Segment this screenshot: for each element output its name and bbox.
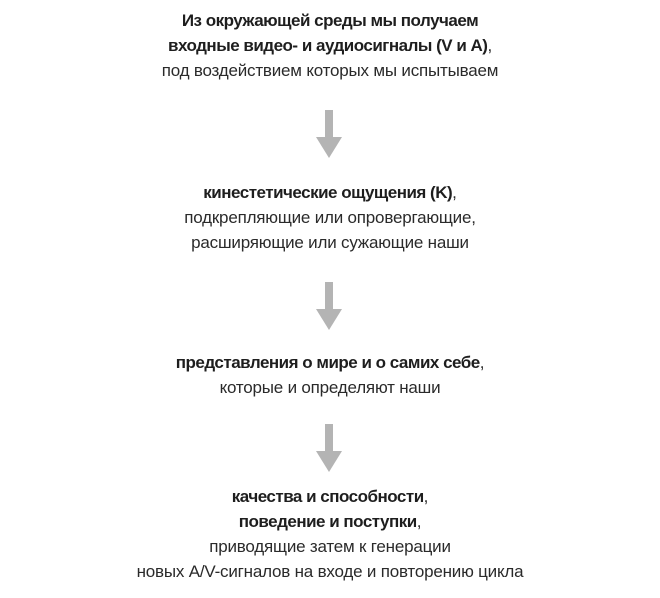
step-line [0,205,660,230]
normal-text: расширяющие или сужающие наши [191,233,469,252]
step-input-signals [0,8,660,83]
bold-text: кинестетические ощущения (K) [203,183,453,202]
step-behavior [0,484,660,584]
normal-text: , [423,487,429,506]
normal-text: , [487,36,492,55]
normal-text: под воздействием которых мы испытываем [161,61,499,80]
normal-text: , [452,183,457,202]
bold-text: поведение и поступки [238,512,417,531]
normal-text: , [416,512,422,531]
step-line [0,509,660,534]
step-line [0,375,660,400]
step-line [0,180,660,205]
step-line [0,8,660,33]
normal-text: , [479,353,485,372]
bold-text: представления о мире и о самих себе [175,353,480,372]
down-arrow-icon [316,110,342,158]
bold-text: входные видео- и аудиосигналы (V и A) [168,36,488,55]
step-line [0,534,660,559]
step-line [0,484,660,509]
step-line [0,230,660,255]
step-line [0,559,660,584]
step-line [0,33,660,58]
down-arrow-icon [316,282,342,330]
bold-text: качества и способности [231,487,424,506]
normal-text: новых A/V-сигналов на входе и повторению цикла [136,562,524,581]
normal-text: которые и определяют наши [219,378,441,397]
normal-text: подкрепляющие или опровергающие, [184,208,476,227]
step-line [0,58,660,83]
step-line [0,350,660,375]
step-representations [0,350,660,400]
normal-text: приводящие затем к генерации [209,537,451,556]
step-kinesthetic [0,180,660,255]
down-arrow-icon [316,424,342,472]
bold-text: Из окружающей среды мы получаем [181,11,479,30]
